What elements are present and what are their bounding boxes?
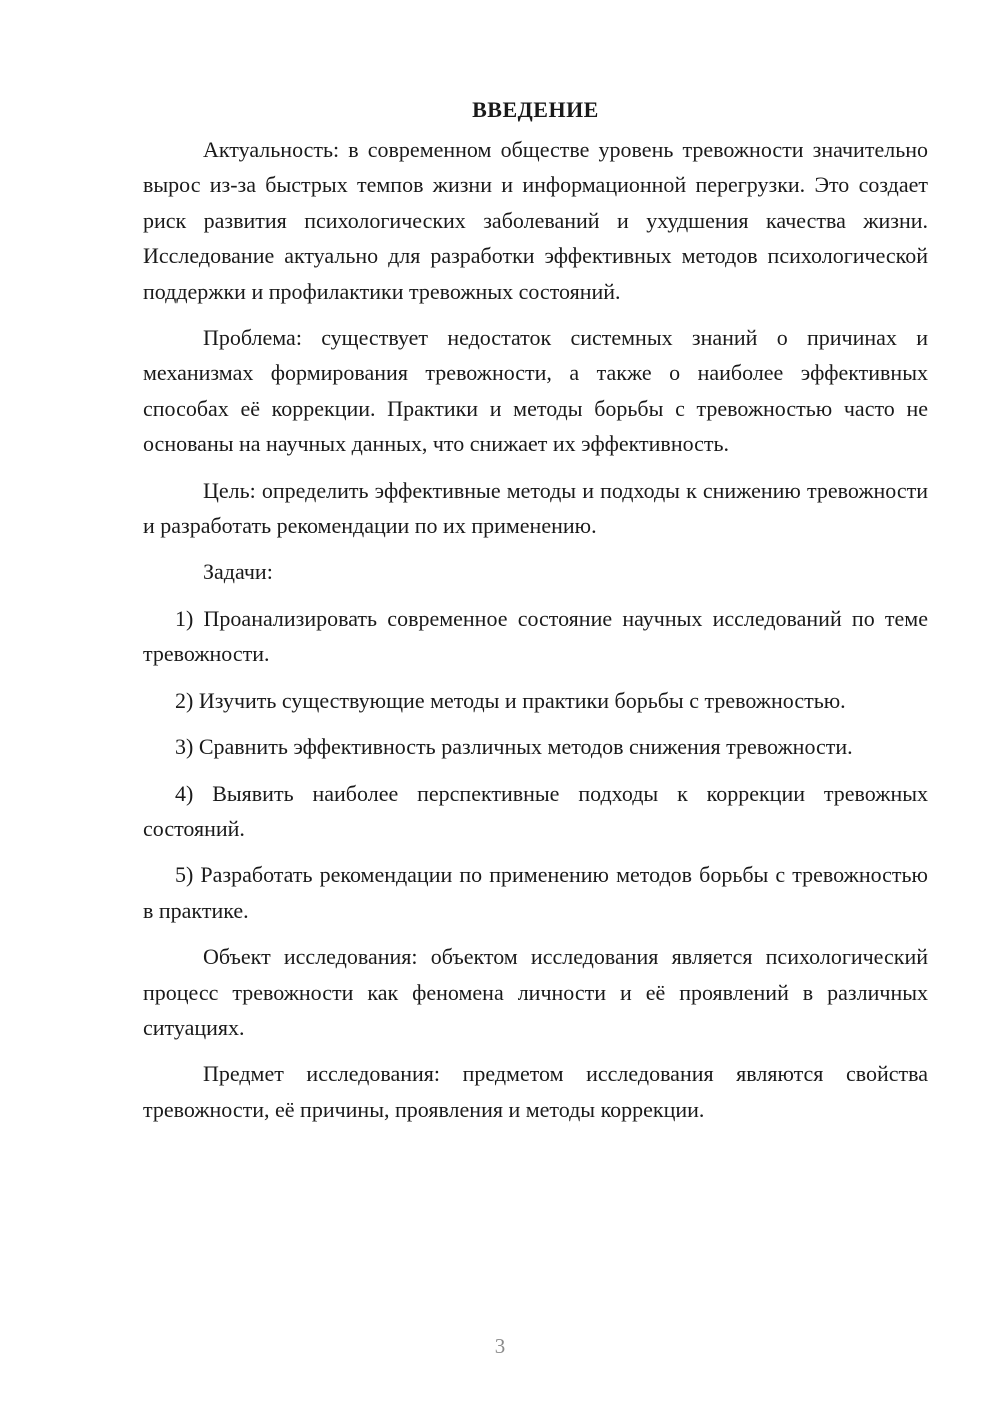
paragraph-subject: Предмет исследования: предметом исследования являются свойства тревожности, её причины, проявления и методы коррекции.	[143, 1061, 928, 1122]
document-page	[143, 92, 928, 1127]
task-item-5: 5) Разработать рекомендации по применению методов борьбы с тревожностью в практике.	[143, 862, 928, 923]
task-item-1: 1) Проанализировать современное состояние научных исследований по теме тревожности.	[143, 605, 928, 667]
task-item-2: 2) Изучить существующие методы и практики борьбы с тревожностью.	[175, 687, 846, 713]
task-item-3: 3) Сравнить эффективность различных методов снижения тревожности.	[175, 734, 853, 760]
tasks-label: Задачи:	[203, 559, 273, 585]
page-number: 3	[494, 1334, 506, 1358]
paragraph-goal: Цель: определить эффективные методы и подходы к снижению тревожности и разработать рекомендации по их применению.	[143, 477, 928, 539]
paragraph-problem: Проблема: существует недостаток системных знаний о причинах и механизмах формирования тревожности, а также о наиболее эффективных способах её коррекции. Практики и методы борьбы с тревожностью часто не основаны на научных данных, что снижает их эффективность.	[143, 325, 928, 457]
paragraph-object: Объект исследования: объектом исследования является психологический процесс тревожности как феномена личности и её проявлений в различных ситуациях.	[143, 944, 928, 1040]
section-heading: ВВЕДЕНИЕ	[472, 97, 599, 122]
task-item-4: 4) Выявить наиболее перспективные подходы к коррекции тревожных состояний.	[143, 780, 928, 841]
paragraph-relevance: Актуальность: в современном обществе уровень тревожности значительно вырос из-за быстрых темпов жизни и информационной перегрузки. Это создает риск развития психологических заболеваний и ухудшения качества жизни. Исследование актуально для разработки эффективных методов психологической поддержки и профилактики тревожных состояний.	[143, 137, 928, 304]
